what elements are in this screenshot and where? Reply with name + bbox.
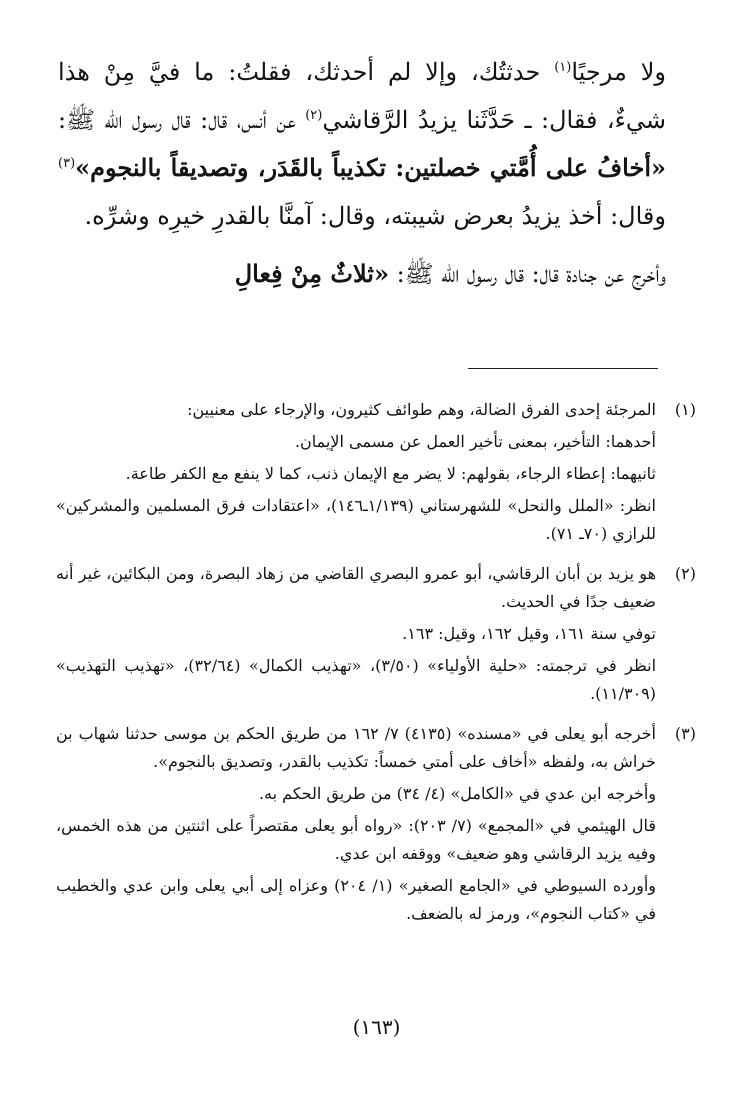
footnote-2 xyxy=(56,560,696,712)
main-paragraph-2: وأخرج عن جنادة قال: قال رسول الله ﷺ: «ثلاثٌ مِنْ فِعالِ xyxy=(234,259,666,288)
main-paragraph-1: ولا مرجيًا$^{(١)}$ حدثتُك، وإلا لم أحدثك، فقلتُ: ما فيَّ مِنْ هذا شيءٌ، فقال: ـ حَدَّثَنا يزيدُ الرَّقاشي$^{(٢)}$ عن أنس، قال: قال رسول الله ﷺ: «أخافُ على أُمَّتي خصلتين: تكذيباً بالقَدَر، وتصديقاً بالنجوم»$^{(٣)}$ وقال: أخذ يزيدُ بعرض شيبته، وقال: آمنَّا بالقدرِ خيرِه وشرِّه. xyxy=(58,58,666,230)
footnote-ref-1[interactable]: (١) xyxy=(554,60,572,75)
hadith-quote-1: «أخافُ على أُمَّتي خصلتين: تكذيباً بالقَدَر، وتصديقاً بالنجوم» xyxy=(75,153,666,182)
footnote-body: أخرجه أبو يعلى في «مسنده» (٤١٣٥) ٧/ ١٦٢ من طريق الحكم بن موسى حدثنا شهاب بن خراش به، ولفظه «أخاف على أمتي خمساً: تكذيب بالقدر، وتصديق بالنجوم». وأخرجه ابن عدي في «الكامل» (٤/ ٣٤) من طريق الحكم به. قال الهيثمي في «المجمع» (٧/ ٢٠٣): «رواه أبو يعلى مقتصراً على اثنتين من هذه الخمس، وفيه يزيد الرقاشي وهو ضعيف» ووقفه ابن عدي. وأورده السيوطي في «الجامع الصغير» (١/ ٢٠٤) وعزاه إلى أبي يعلى وابن عدي والخطيب في «كتاب النجوم»، ورمز له بالضعف. xyxy=(56,724,657,923)
footnote-1 xyxy=(56,396,696,552)
footnote-ref-2[interactable]: (٢) xyxy=(305,108,323,123)
footnotes xyxy=(56,396,696,940)
footnote-number: (٢) xyxy=(674,564,696,583)
footnote-body: المرجئة إحدى الفرق الضالة، وهم طوائف كثيرون، والإرجاء على معنيين: أحدهما: التأخير، بمعنى تأخير العمل عن مسمى الإيمان. ثانيهما: إعطاء الرجاء، بقولهم: لا يضر مع الإيمان ذنب، كما لا ينفع مع الكفر طاعة. انظر: «الملل والنحل» للشهرستاني (١/١٣٩ـ١٤٦)، «اعتقادات فرق المسلمين والمشركين» للرازي (٧٠ـ ٧١). xyxy=(56,400,656,543)
page-number: (١٦٣) xyxy=(352,1015,401,1039)
footnote-3 xyxy=(56,720,696,932)
main-text xyxy=(58,48,666,298)
footnote-separator xyxy=(468,368,658,369)
footnote-number: (٣) xyxy=(674,724,696,743)
hadith-quote-2: «ثلاثٌ مِنْ فِعالِ xyxy=(234,259,389,288)
footnote-number: (١) xyxy=(674,400,696,419)
footnote-body: هو يزيد بن أبان الرقاشي، أبو عمرو البصري القاضي من زهاد البصرة، ومن البكائين، غير أنه ضعيف جدًا في الحديث. توفي سنة ١٦١، وقيل ١٦٢، وقيل: ١٦٣. انظر في ترجمته: «حلية الأولياء» (٣/٥٠)، «تهذيب الكمال» (٣٢/٦٤)، «تهذيب التهذيب» (١١/٣٠٩). xyxy=(56,564,657,703)
footnote-ref-3[interactable]: (٣) xyxy=(58,156,76,171)
